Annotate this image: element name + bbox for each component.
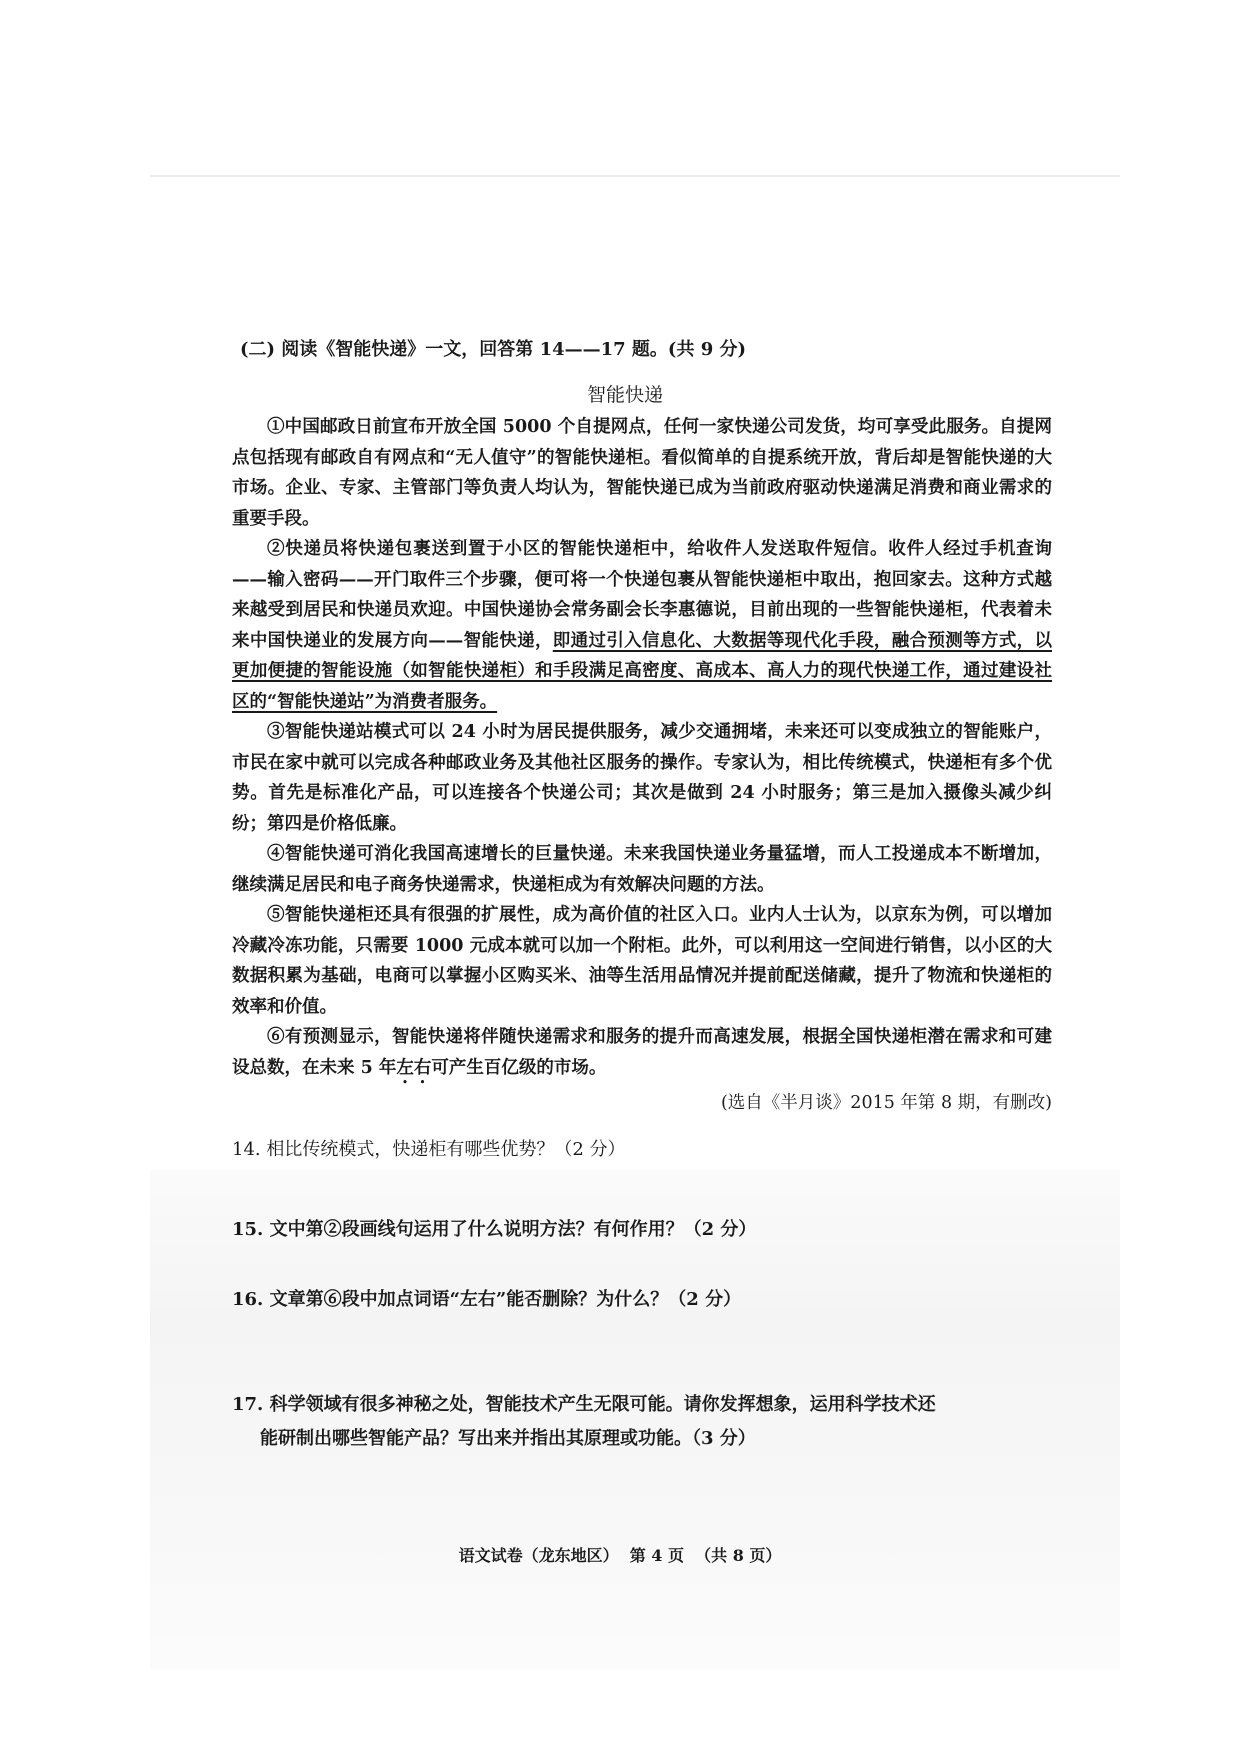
question-14: 14. 相比传统模式，快递柜有哪些优势？（2 分） bbox=[232, 1139, 626, 1160]
question-17 bbox=[232, 1388, 1062, 1456]
paragraph-5: ⑤智能快递柜还具有很强的扩展性，成为高价值的社区入口。业内人士认为，以京东为例，可以增加冷藏冷冻功能，只需要 1000 元成本就可以加一个附柜。此外，可以利用这一空间进行销售，以小区的大数据积累为基础，电商可以掌握小区购买米、油等生活用品情况并提前配送储藏，提升了物流和快递柜的效率和价值。 bbox=[232, 905, 1052, 1017]
emphasized-word: 左右 bbox=[396, 1057, 432, 1078]
paragraph-4: ④智能快递可消化我国高速增长的巨量快递。未来我国快递业务量猛增，而人工投递成本不断增加，继续满足居民和电子商务快递需求，快递柜成为有效解决问题的方法。 bbox=[232, 844, 1052, 895]
paragraph-6-text-end: 可产生百亿级的市场。 bbox=[431, 1057, 607, 1078]
page-footer: 语文试卷（龙东地区） 第 4 页 （共 8 页） bbox=[458, 1546, 782, 1565]
article-title: 智能快递 bbox=[586, 384, 663, 406]
underlined-sentence: 即通过引入信息化、大数据等现代化手段，融合预测等方式，以更加便捷的智能设施（如智能快递柜）和手段满足高密度、高成本、高人力的现代快递工作，通过建设社区的“智能快递站”为消费者服务。 bbox=[232, 630, 1052, 712]
paragraph-2 bbox=[232, 534, 1052, 717]
question-17-line-2: 能研制出哪些智能产品？写出来并指出其原理或功能。（3 分） bbox=[260, 1428, 756, 1449]
paragraph-3: ③智能快递站模式可以 24 小时为居民提供服务，减少交通拥堵，未来还可以变成独立的智能账户，市民在家中就可以完成各种邮政业务及其他社区服务的操作。专家认为，相比传统模式，快递柜有多个优势。首先是标准化产品，可以连接各个快递公司；其次是做到 24 小时服务；第三是加入摄像头减少纠纷；第四是价格低廉。 bbox=[232, 722, 1052, 834]
question-17-line-1: 17. 科学领域有很多神秘之处，智能技术产生无限可能。请你发挥想象，运用科学技术还 bbox=[232, 1394, 936, 1415]
article-source: (选自《半月谈》2015 年第 8 期，有删改) bbox=[720, 1092, 1052, 1113]
paragraph-2-text: ②快递员将快递包裹送到置于小区的智能快递柜中，给收件人发送取件短信。收件人经过手机查询——输入密码——开门取件三个步骤，便可将一个快递包裹从智能快递柜中取出，抱回家去。这种方式越来越受到居民和快递员欢迎。中国快递协会常务副会长李惠德说，目前出现的一些智能快递柜，代表着未来中国快递业的发展方向——智能快递， bbox=[232, 539, 1052, 651]
paragraph-1: ①中国邮政日前宣布开放全国 5000 个自提网点，任何一家快递公司发货，均可享受此服务。自提网点包括现有邮政自有网点和“无人值守”的智能快递柜。看似简单的自提系统开放，背后却是智能快递的大市场。企业、专家、主管部门等负责人均认为，智能快递已成为当前政府驱动快递满足消费和商业需求的重要手段。 bbox=[232, 417, 1052, 529]
section-heading: (二) 阅读《智能快递》一文，回答第 14——17 题。(共 9 分) bbox=[240, 339, 747, 360]
paragraph-6-text: ⑥有预测显示，智能快递将伴随快递需求和服务的提升而高速发展，根据全国快递柜潜在需求和可建设总数，在未来 5 年 bbox=[232, 1027, 1052, 1078]
question-15: 15. 文中第②段画线句运用了什么说明方法？有何作用？（2 分） bbox=[232, 1219, 757, 1240]
paragraph-6 bbox=[232, 1022, 1052, 1088]
article-body bbox=[232, 412, 1052, 1118]
question-16: 16. 文章第⑥段中加点词语“左右”能否删除？为什么？（2 分） bbox=[232, 1289, 742, 1310]
